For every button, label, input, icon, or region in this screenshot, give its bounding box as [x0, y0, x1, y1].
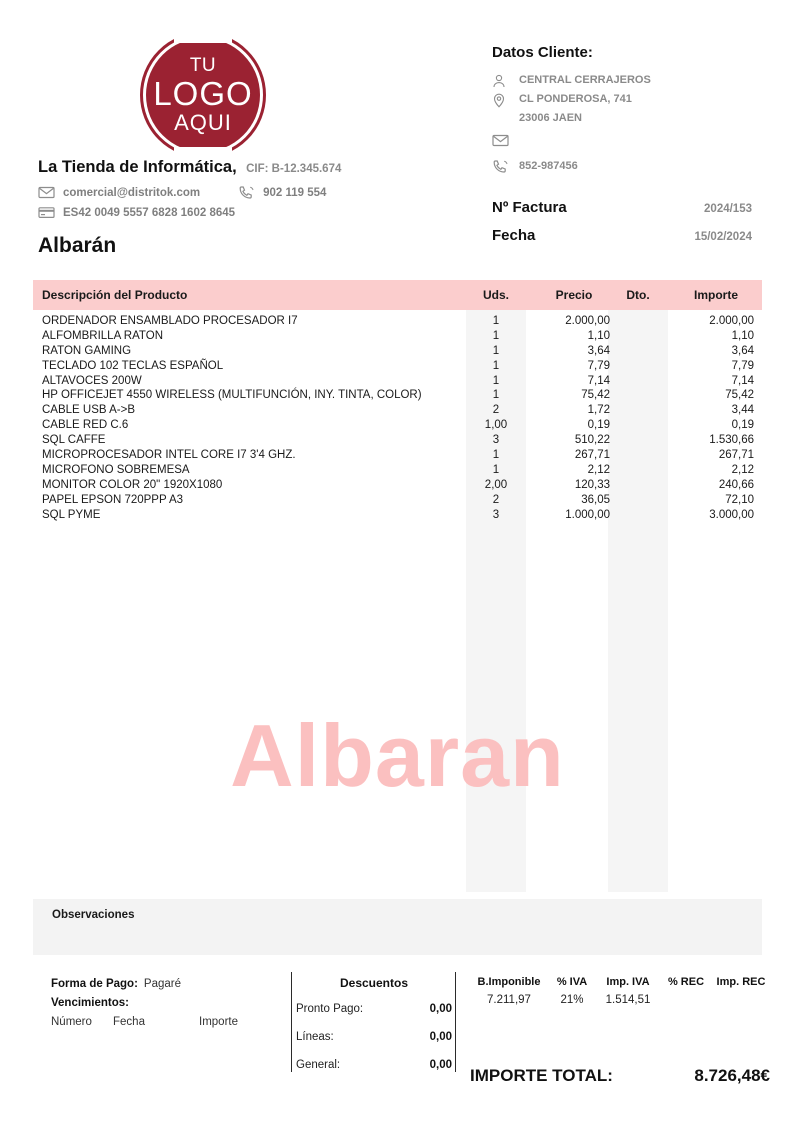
row-descripcion: TECLADO 102 TECLAS ESPAÑOL: [42, 359, 224, 372]
row-descripcion: HP OFFICEJET 4550 WIRELESS (MULTIFUNCIÓN, INY. TINTA, COLOR): [42, 389, 422, 402]
logo-line-1: TU: [189, 55, 217, 76]
row-importe: 3,64: [731, 344, 754, 357]
logo-text: [140, 32, 266, 158]
row-descripcion: MONITOR COLOR 20" 1920X1080: [42, 478, 223, 491]
column-header-dto: Dto.: [626, 288, 650, 302]
row-uds: 1: [492, 463, 500, 476]
tax-header-rec-pct: % REC: [667, 976, 705, 988]
row-descripcion: MICROPROCESADOR INTEL CORE I7 3'4 GHZ.: [42, 449, 296, 462]
discount-row-pronto-pago: [296, 1003, 452, 1015]
client-section-title: Datos Cliente:: [492, 44, 593, 61]
row-precio: 510,22: [574, 434, 610, 447]
invoice-meta: [492, 199, 752, 255]
discount-value-pronto-pago: 0,00: [429, 1003, 452, 1015]
tax-value-iva-pct: 21%: [560, 994, 584, 1006]
table-row: [33, 315, 762, 330]
row-precio: 7,79: [587, 359, 610, 372]
client-city: 23006 JAEN: [519, 112, 582, 124]
invoice-date-value: 15/02/2024: [694, 231, 752, 243]
row-importe: 1,10: [731, 329, 754, 342]
row-uds: 1: [492, 359, 500, 372]
logo-line-2: LOGO: [153, 75, 253, 112]
envelope-icon: [492, 134, 511, 149]
payment-method-row: [51, 978, 281, 990]
location-pin-icon: [492, 93, 511, 108]
due-dates-label: Vencimientos:: [51, 997, 129, 1009]
discount-label-pronto-pago: Pronto Pago:: [296, 1003, 364, 1015]
table-row: [33, 404, 762, 419]
observations-label: Observaciones: [52, 909, 135, 921]
row-importe: 0,19: [731, 419, 754, 432]
bank-card-icon: [38, 206, 55, 219]
company-email: comercial@distritok.com: [63, 186, 201, 199]
tax-summary: [470, 976, 770, 1006]
due-dates-row: [51, 997, 281, 1009]
document-header: [0, 0, 795, 270]
observations-panel: [33, 899, 762, 955]
invoice-date-label: Fecha: [492, 227, 536, 244]
row-uds: 1: [492, 329, 500, 342]
document-footer: [0, 968, 795, 1088]
table-row: [33, 434, 762, 449]
row-precio: 0,19: [587, 419, 610, 432]
company-info: [38, 158, 438, 226]
client-name-row: [492, 74, 772, 91]
row-importe: 7,14: [731, 374, 754, 387]
tax-value-rec-amt: [712, 994, 770, 1006]
table-row: [33, 345, 762, 360]
tax-header-rec-amt: Imp. REC: [716, 976, 766, 988]
grand-total: [470, 1066, 770, 1086]
row-uds: 2: [492, 404, 500, 417]
column-header-importe: Importe: [693, 288, 738, 302]
discount-value-lineas: 0,00: [429, 1031, 452, 1043]
tax-header-base: B.Imponible: [477, 976, 541, 988]
table-row: [33, 330, 762, 345]
row-importe: 267,71: [718, 449, 754, 462]
person-icon: [492, 74, 511, 89]
row-precio: 1,10: [587, 329, 610, 342]
row-descripcion: CABLE RED C.6: [42, 419, 129, 432]
row-importe: 3,44: [731, 404, 754, 417]
discount-label-general: General:: [296, 1059, 341, 1071]
row-precio: 3,64: [587, 344, 610, 357]
row-precio: 2.000,00: [565, 315, 610, 327]
due-dates-columns: [51, 1016, 281, 1028]
row-importe: 2.000,00: [709, 315, 754, 327]
payment-info: [51, 978, 281, 1028]
grand-total-value: 8.726,48€: [694, 1066, 770, 1085]
discount-row-lineas: [296, 1031, 452, 1043]
company-iban: ES42 0049 5557 6828 1602 8645: [63, 206, 236, 219]
row-precio: 36,05: [581, 493, 610, 506]
tax-summary-values: [470, 994, 770, 1006]
row-uds: 1: [492, 449, 500, 462]
due-column-importe: Importe: [199, 1016, 238, 1028]
tax-value-iva-amt: 1.514,51: [605, 994, 651, 1006]
row-uds: 1,00: [484, 419, 508, 432]
discount-value-general: 0,00: [429, 1059, 452, 1071]
row-precio: 1,72: [587, 404, 610, 417]
table-row: [33, 419, 762, 434]
row-importe: 240,66: [718, 478, 754, 491]
row-importe: 2,12: [731, 463, 754, 476]
row-descripcion: MICROFONO SOBREMESA: [42, 463, 190, 476]
row-uds: 3: [492, 508, 500, 521]
invoice-number-value: 2024/153: [704, 203, 752, 215]
row-uds: 2,00: [484, 478, 508, 491]
company-phone: 902 119 554: [263, 186, 327, 199]
tax-value-rec-pct: [660, 994, 712, 1006]
row-descripcion: ALFOMBRILLA RATON: [42, 329, 163, 342]
footer-divider-1: [291, 972, 292, 1072]
row-importe: 75,42: [725, 389, 754, 402]
row-importe: 72,10: [725, 493, 754, 506]
payment-method-value: Pagaré: [143, 978, 181, 990]
document-type-title: Albarán: [38, 234, 117, 257]
client-phone: 852-987456: [519, 160, 578, 172]
client-email-row: [492, 134, 772, 151]
row-uds: 1: [492, 389, 500, 402]
document-watermark: Albaran: [230, 706, 565, 805]
discounts-panel: [296, 976, 452, 1087]
table-row: [33, 464, 762, 479]
due-column-numero: Número: [51, 1016, 92, 1028]
row-importe: 1.530,66: [709, 434, 754, 447]
client-name: CENTRAL CERRAJEROS: [519, 74, 651, 86]
envelope-icon: [38, 186, 55, 199]
row-precio: 75,42: [581, 389, 610, 402]
row-uds: 1: [492, 344, 500, 357]
table-row: [33, 360, 762, 375]
client-info: [492, 44, 772, 179]
row-precio: 120,33: [574, 478, 610, 491]
row-importe: 7,79: [731, 359, 754, 372]
table-row: [33, 389, 762, 404]
row-descripcion: PAPEL EPSON 720PPP A3: [42, 493, 184, 506]
row-precio: 267,71: [574, 449, 610, 462]
column-header-precio: Precio: [555, 288, 593, 302]
table-row: [33, 375, 762, 390]
invoice-number-label: Nº Factura: [492, 199, 567, 216]
table-row: [33, 479, 762, 494]
row-descripcion: ORDENADOR ENSAMBLADO PROCESADOR I7: [42, 315, 298, 327]
phone-icon: [238, 186, 255, 199]
row-uds: 1: [492, 315, 500, 327]
phone-icon: [492, 160, 511, 175]
row-precio: 2,12: [587, 463, 610, 476]
company-iban-row: [38, 206, 438, 219]
row-descripcion: ALTAVOCES 200W: [42, 374, 142, 387]
logo-line-3: AQUI: [174, 110, 232, 135]
company-logo: [140, 32, 266, 158]
tax-header-iva-pct: % IVA: [556, 976, 588, 988]
company-cif: CIF: B-12.345.674: [246, 163, 342, 175]
grand-total-label: IMPORTE TOTAL:: [470, 1066, 613, 1085]
discount-row-general: [296, 1059, 452, 1071]
company-name: La Tienda de Informática,: [38, 158, 237, 176]
column-header-uds: Uds.: [482, 288, 509, 302]
discounts-title: Descuentos: [339, 976, 409, 990]
discount-label-lineas: Líneas:: [296, 1031, 334, 1043]
company-contact-rows: [38, 186, 438, 219]
tax-header-iva-amt: Imp. IVA: [606, 976, 650, 988]
client-phone-row: [492, 160, 772, 177]
row-descripcion: RATON GAMING: [42, 344, 132, 357]
table-row: [33, 509, 762, 524]
row-precio: 1.000,00: [565, 508, 610, 521]
company-email-row: [38, 186, 438, 199]
products-table-header: [33, 280, 762, 310]
invoice-number-row: [492, 199, 752, 216]
tax-summary-header: [470, 976, 770, 988]
row-descripcion: SQL PYME: [42, 508, 101, 521]
table-row: [33, 449, 762, 464]
client-address: CL PONDEROSA, 741: [519, 93, 632, 105]
row-uds: 3: [492, 434, 500, 447]
row-precio: 7,14: [587, 374, 610, 387]
row-descripcion: SQL CAFFE: [42, 434, 106, 447]
row-uds: 2: [492, 493, 500, 506]
footer-divider-2: [455, 972, 456, 1072]
tax-value-base: 7.211,97: [487, 994, 531, 1006]
table-row: [33, 494, 762, 509]
invoice-date-row: [492, 227, 752, 244]
row-descripcion: CABLE USB A->B: [42, 404, 135, 417]
row-importe: 3.000,00: [709, 508, 754, 521]
payment-method-label: Forma de Pago:: [51, 978, 138, 990]
products-table-body: [33, 315, 762, 523]
row-uds: 1: [492, 374, 500, 387]
company-name-line: [38, 158, 438, 177]
due-column-fecha: Fecha: [113, 1016, 145, 1028]
column-header-descripcion: Descripción del Producto: [42, 288, 188, 302]
client-address-row: [492, 93, 772, 110]
